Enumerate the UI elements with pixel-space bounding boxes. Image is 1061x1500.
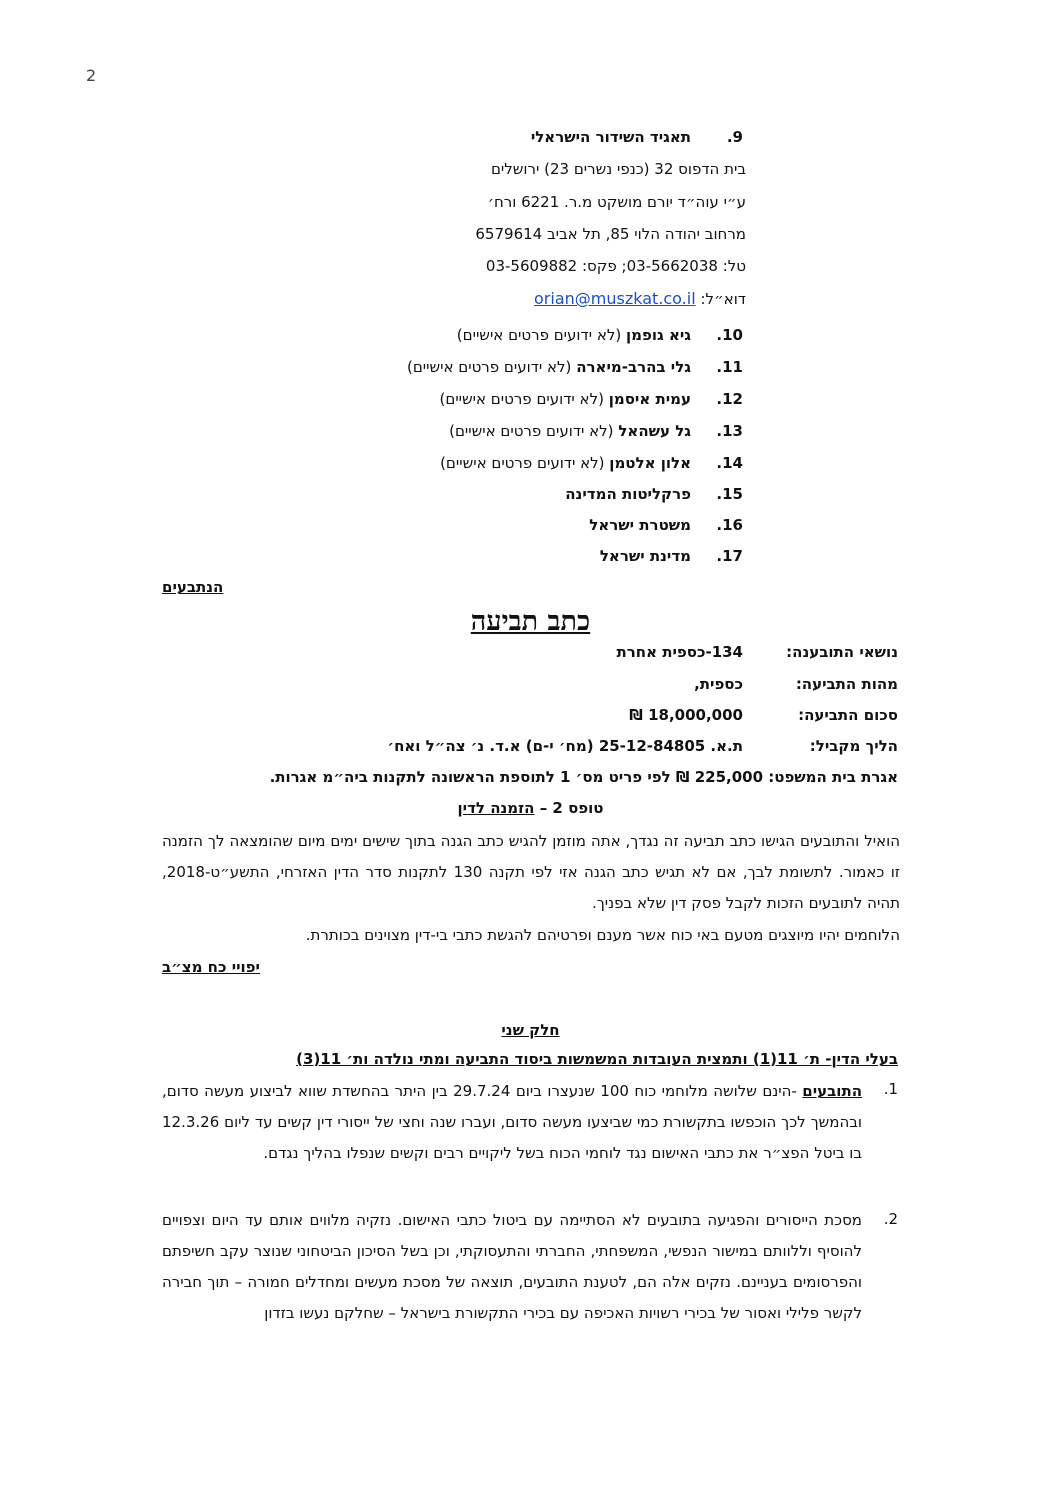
address-line: בית הדפוס 32 (כנפי נשרים 23) ירושלים bbox=[490, 160, 746, 178]
form-heading bbox=[0, 799, 1061, 817]
item-paragraph bbox=[162, 1076, 862, 1169]
item-number: .2 bbox=[883, 1210, 898, 1228]
party-entry bbox=[407, 358, 691, 376]
address-line: מרחוב יהודה הלוי 85, תל אביב 6579614 bbox=[475, 225, 746, 243]
party-note: (לא ידועים פרטים אישיים) bbox=[440, 454, 605, 472]
party-note: (לא ידועים פרטים אישיים) bbox=[449, 422, 614, 440]
email-line bbox=[534, 289, 746, 308]
party-name: פרקליטות המדינה bbox=[565, 485, 691, 503]
party-number: .12 bbox=[716, 390, 743, 408]
party-number: .11 bbox=[716, 358, 743, 376]
party-name: מדינת ישראל bbox=[599, 547, 691, 565]
meta-value: 134-כספית אחרת bbox=[616, 643, 743, 661]
party-entry bbox=[449, 422, 691, 440]
party-note: (לא ידועים פרטים אישיים) bbox=[456, 326, 622, 344]
court-fee: אגרת בית המשפט: 225,000 ₪ לפי פריט מס׳ 1 לתוספת הראשונה לתקנות ביה״מ אגרות. bbox=[269, 768, 898, 786]
party-note: (לא ידועים פרטים אישיים) bbox=[406, 358, 572, 376]
section-heading: בעלי הדין- ת׳ 11(1) ותמצית העובדות המשמשות ביסוד התביעה ומתי נולדה ות׳ 11(3) bbox=[296, 1050, 898, 1068]
party-name: גיא גופמן bbox=[626, 326, 691, 344]
party-number: .15 bbox=[716, 485, 743, 503]
item-lead: התובעים bbox=[802, 1082, 862, 1100]
party-number: .16 bbox=[716, 516, 743, 534]
meta-value: ת.א. 25-12-84805 (מח׳ י-ם) א.ד. נ׳ צה״ל ואח׳ bbox=[387, 737, 743, 755]
email-link[interactable]: orian@muszkat.co.il bbox=[534, 289, 696, 308]
meta-value: כספית, bbox=[694, 675, 743, 693]
party-number: .17 bbox=[716, 547, 743, 565]
party-number: .13 bbox=[716, 422, 743, 440]
item-text: מסכת הייסורים והפגיעה בתובעים לא הסתיימה עם ביטול כתבי האישום. נזקיה מלווים אותם עד היום וצפויים להוסיף וללוותם במישור הנפשי, המשפחתי, החברתי והתעסוקתי, וכן בשל הסיכון הביטחוני שנוצר עקב חשיפתם והפרסומים בעניינם. נזקים אלה הם, לטענת התובעים, תוצאה של מסכת מעשים ומחדלים חמורה – תוך חבירה לקשר פלילי ואסור של בכירי רשויות האכיפה עם בכירי התקשורת בישראל – שחלקם נעשו בזדון bbox=[162, 1211, 862, 1322]
meta-label: הליך מקביל: bbox=[809, 737, 898, 755]
party-name: עמית איסמן bbox=[608, 390, 691, 408]
document-title: כתב תביעה bbox=[470, 606, 591, 637]
fighters-paragraph: הלוחמים יהיו מיוצגים מטעם באי כוח אשר מענם ופרטיהם להגשת כתבי בי-דין מצוינים בכותרת. bbox=[305, 926, 900, 944]
party-entry bbox=[440, 390, 691, 408]
summons-paragraph: הואיל והתובעים הגישו כתב תביעה זה נגדך, אתה מוזמן להגיש כתב הגנה בתוך שישים ימים מיום שהומצאה לך הזמנה זו כאמור. לתשומת לבך, אם לא תגיש כתב הגנה אזי לפי תקנה 130 לתקנות סדר הדין האזרחי, התשע״ט-2018, תהיה לתובעים הזכות לקבל פסק דין שלא בפניך. bbox=[162, 832, 900, 912]
party-entry bbox=[440, 454, 691, 472]
part-two-heading: חלק שני bbox=[501, 1021, 560, 1039]
meta-label: נושאי התובענה: bbox=[786, 643, 898, 661]
address-line: ע״י עוה״ד יורם מושקט מ.ר. 6221 ורח׳ bbox=[487, 193, 746, 211]
party-number: .9 bbox=[726, 128, 743, 146]
party-note: (לא ידועים פרטים אישיים) bbox=[439, 390, 604, 408]
party-name: גל עשהאל bbox=[618, 422, 691, 440]
form-number: טופס 2 bbox=[552, 799, 604, 817]
meta-value: 18,000,000 ₪ bbox=[629, 706, 743, 724]
meta-label: סכום התביעה: bbox=[798, 706, 898, 724]
defendants-label: הנתבעים bbox=[162, 578, 224, 596]
form-dash: – bbox=[534, 799, 553, 817]
party-number: .10 bbox=[716, 326, 743, 344]
page-number: 2 bbox=[86, 66, 97, 85]
meta-label: מהות התביעה: bbox=[795, 675, 898, 693]
party-name: גלי בהרב-מיארה bbox=[576, 358, 691, 376]
power-of-attorney-label: יפויי כח מצ״ב bbox=[162, 958, 260, 976]
party-number: .14 bbox=[716, 454, 743, 472]
item-text: -הינם שלושה מלוחמי כוח 100 שנעצרו ביום 29.7.24 בין היתר בהחשדת שווא לביצוע מעשה סדום, ובהמשך לכך הוכפשו בתקשורת כמי שביצעו מעשה סדום, ועברו שנה וחצי של ייסורי דין קשים עד ליום 12.3.26 בו ביטל הפצ״ר את כתבי האישום נגד לוחמי הכוח בשל ליקויים רבים וקשים שנפלו בהליך נגדם. bbox=[162, 1082, 862, 1162]
item-paragraph bbox=[162, 1205, 862, 1329]
form-title: הזמנה לדין bbox=[457, 799, 535, 817]
party-name: משטרת ישראל bbox=[589, 516, 691, 534]
item-number: .1 bbox=[883, 1080, 898, 1098]
email-label: דוא״ל: bbox=[700, 290, 746, 308]
party-name: תאגיד השידור הישראלי bbox=[530, 128, 691, 146]
address-line: טל: 03-5662038; פקס: 03-5609882 bbox=[485, 257, 746, 275]
party-name: אלון אלטמן bbox=[609, 454, 691, 472]
party-entry bbox=[457, 326, 691, 344]
